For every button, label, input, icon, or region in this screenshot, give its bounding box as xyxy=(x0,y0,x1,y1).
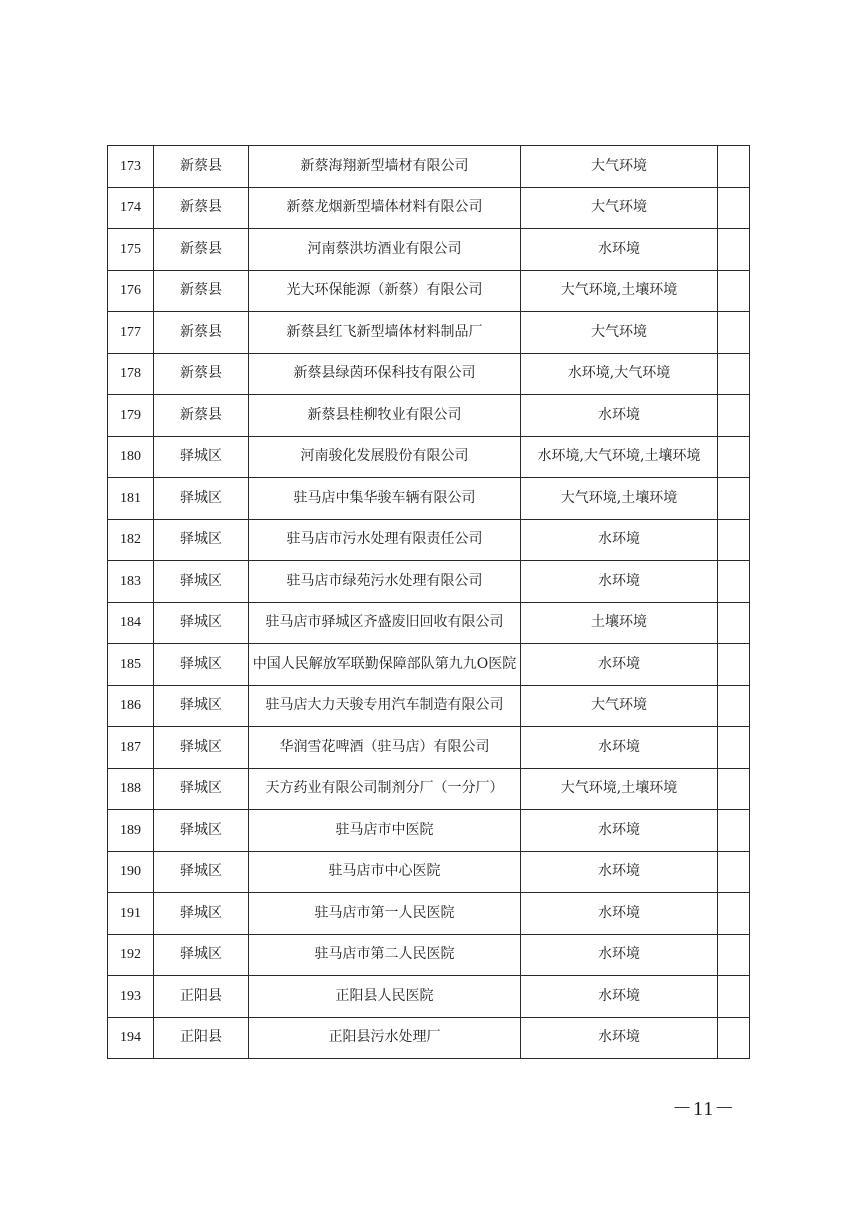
table-row xyxy=(108,768,750,810)
table-row xyxy=(108,810,750,852)
enterprise-table xyxy=(107,145,750,1059)
table-body xyxy=(108,146,750,1059)
table-row xyxy=(108,519,750,561)
cell-district: 驿城区 xyxy=(154,727,249,769)
cell-note xyxy=(718,1017,750,1059)
cell-number: 188 xyxy=(108,768,154,810)
cell-company: 河南骏化发展股份有限公司 xyxy=(249,436,521,478)
cell-district: 驿城区 xyxy=(154,768,249,810)
cell-company: 河南蔡洪坊酒业有限公司 xyxy=(249,229,521,271)
cell-note xyxy=(718,146,750,188)
cell-company: 光大环保能源（新蔡）有限公司 xyxy=(249,270,521,312)
table-row xyxy=(108,851,750,893)
cell-number: 177 xyxy=(108,312,154,354)
cell-note xyxy=(718,976,750,1018)
cell-company: 新蔡县桂柳牧业有限公司 xyxy=(249,395,521,437)
cell-district: 驿城区 xyxy=(154,436,249,478)
cell-company: 新蔡海翔新型墙材有限公司 xyxy=(249,146,521,188)
cell-district: 新蔡县 xyxy=(154,146,249,188)
cell-company: 驻马店市第一人民医院 xyxy=(249,893,521,935)
table-row xyxy=(108,644,750,686)
cell-district: 驿城区 xyxy=(154,519,249,561)
cell-district: 新蔡县 xyxy=(154,270,249,312)
cell-number: 183 xyxy=(108,561,154,603)
cell-district: 正阳县 xyxy=(154,1017,249,1059)
cell-number: 174 xyxy=(108,187,154,229)
cell-number: 181 xyxy=(108,478,154,520)
cell-number: 192 xyxy=(108,934,154,976)
cell-company: 华润雪花啤酒（驻马店）有限公司 xyxy=(249,727,521,769)
cell-number: 190 xyxy=(108,851,154,893)
cell-number: 173 xyxy=(108,146,154,188)
cell-note xyxy=(718,934,750,976)
cell-environment: 大气环境,土壤环境 xyxy=(521,270,718,312)
cell-company: 驻马店市中医院 xyxy=(249,810,521,852)
cell-company: 天方药业有限公司制剂分厂（一分厂） xyxy=(249,768,521,810)
cell-number: 193 xyxy=(108,976,154,1018)
cell-district: 驿城区 xyxy=(154,561,249,603)
cell-number: 184 xyxy=(108,602,154,644)
cell-note xyxy=(718,768,750,810)
table-row xyxy=(108,478,750,520)
cell-note xyxy=(718,436,750,478)
cell-district: 新蔡县 xyxy=(154,187,249,229)
cell-environment: 水环境 xyxy=(521,810,718,852)
cell-district: 驿城区 xyxy=(154,934,249,976)
cell-environment: 大气环境,土壤环境 xyxy=(521,478,718,520)
cell-note xyxy=(718,727,750,769)
cell-note xyxy=(718,395,750,437)
cell-company: 中国人民解放军联勤保障部队第九九O医院 xyxy=(249,644,521,686)
cell-company: 驻马店中集华骏车辆有限公司 xyxy=(249,478,521,520)
cell-note xyxy=(718,187,750,229)
cell-note xyxy=(718,810,750,852)
cell-district: 驿城区 xyxy=(154,810,249,852)
cell-number: 180 xyxy=(108,436,154,478)
cell-district: 新蔡县 xyxy=(154,353,249,395)
cell-company: 驻马店大力天骏专用汽车制造有限公司 xyxy=(249,685,521,727)
cell-environment: 大气环境 xyxy=(521,146,718,188)
cell-environment: 水环境 xyxy=(521,561,718,603)
cell-number: 175 xyxy=(108,229,154,271)
cell-company: 新蔡县绿茵环保科技有限公司 xyxy=(249,353,521,395)
table-row xyxy=(108,353,750,395)
cell-environment: 水环境 xyxy=(521,851,718,893)
cell-environment: 大气环境 xyxy=(521,312,718,354)
table-row xyxy=(108,685,750,727)
table-row xyxy=(108,229,750,271)
cell-note xyxy=(718,602,750,644)
page-number: －11－ xyxy=(672,1098,736,1120)
table-row xyxy=(108,395,750,437)
cell-number: 176 xyxy=(108,270,154,312)
cell-environment: 水环境 xyxy=(521,934,718,976)
cell-number: 189 xyxy=(108,810,154,852)
cell-company: 正阳县污水处理厂 xyxy=(249,1017,521,1059)
cell-note xyxy=(718,312,750,354)
cell-company: 驻马店市污水处理有限责任公司 xyxy=(249,519,521,561)
table-row xyxy=(108,312,750,354)
cell-note xyxy=(718,270,750,312)
cell-company: 驻马店市第二人民医院 xyxy=(249,934,521,976)
cell-note xyxy=(718,644,750,686)
cell-number: 182 xyxy=(108,519,154,561)
cell-environment: 水环境 xyxy=(521,644,718,686)
cell-number: 178 xyxy=(108,353,154,395)
cell-note xyxy=(718,893,750,935)
cell-environment: 水环境 xyxy=(521,893,718,935)
cell-district: 正阳县 xyxy=(154,976,249,1018)
cell-number: 191 xyxy=(108,893,154,935)
cell-district: 驿城区 xyxy=(154,478,249,520)
cell-environment: 大气环境 xyxy=(521,187,718,229)
cell-district: 新蔡县 xyxy=(154,229,249,271)
cell-number: 187 xyxy=(108,727,154,769)
cell-environment: 水环境 xyxy=(521,976,718,1018)
cell-district: 新蔡县 xyxy=(154,312,249,354)
cell-environment: 水环境,大气环境,土壤环境 xyxy=(521,436,718,478)
cell-district: 新蔡县 xyxy=(154,395,249,437)
cell-environment: 水环境 xyxy=(521,727,718,769)
table-row xyxy=(108,146,750,188)
cell-environment: 大气环境,土壤环境 xyxy=(521,768,718,810)
cell-company: 新蔡龙烟新型墙体材料有限公司 xyxy=(249,187,521,229)
cell-company: 驻马店市驿城区齐盛废旧回收有限公司 xyxy=(249,602,521,644)
cell-note xyxy=(718,851,750,893)
table-row xyxy=(108,561,750,603)
cell-district: 驿城区 xyxy=(154,685,249,727)
cell-note xyxy=(718,519,750,561)
cell-environment: 土壤环境 xyxy=(521,602,718,644)
table-row xyxy=(108,976,750,1018)
cell-district: 驿城区 xyxy=(154,644,249,686)
table-row xyxy=(108,436,750,478)
cell-company: 新蔡县红飞新型墙体材料制品厂 xyxy=(249,312,521,354)
cell-company: 驻马店市中心医院 xyxy=(249,851,521,893)
cell-note xyxy=(718,353,750,395)
cell-note xyxy=(718,478,750,520)
cell-environment: 水环境 xyxy=(521,1017,718,1059)
table-row xyxy=(108,1017,750,1059)
cell-environment: 大气环境 xyxy=(521,685,718,727)
cell-company: 驻马店市绿苑污水处理有限公司 xyxy=(249,561,521,603)
table-row xyxy=(108,727,750,769)
cell-note xyxy=(718,685,750,727)
cell-environment: 水环境 xyxy=(521,519,718,561)
cell-environment: 水环境 xyxy=(521,395,718,437)
cell-number: 194 xyxy=(108,1017,154,1059)
table-row xyxy=(108,270,750,312)
cell-number: 179 xyxy=(108,395,154,437)
cell-district: 驿城区 xyxy=(154,893,249,935)
cell-environment: 水环境 xyxy=(521,229,718,271)
cell-district: 驿城区 xyxy=(154,851,249,893)
table-row xyxy=(108,893,750,935)
table-row xyxy=(108,187,750,229)
cell-note xyxy=(718,561,750,603)
cell-district: 驿城区 xyxy=(154,602,249,644)
table-row xyxy=(108,602,750,644)
table-row xyxy=(108,934,750,976)
cell-note xyxy=(718,229,750,271)
cell-environment: 水环境,大气环境 xyxy=(521,353,718,395)
cell-number: 186 xyxy=(108,685,154,727)
cell-company: 正阳县人民医院 xyxy=(249,976,521,1018)
cell-number: 185 xyxy=(108,644,154,686)
